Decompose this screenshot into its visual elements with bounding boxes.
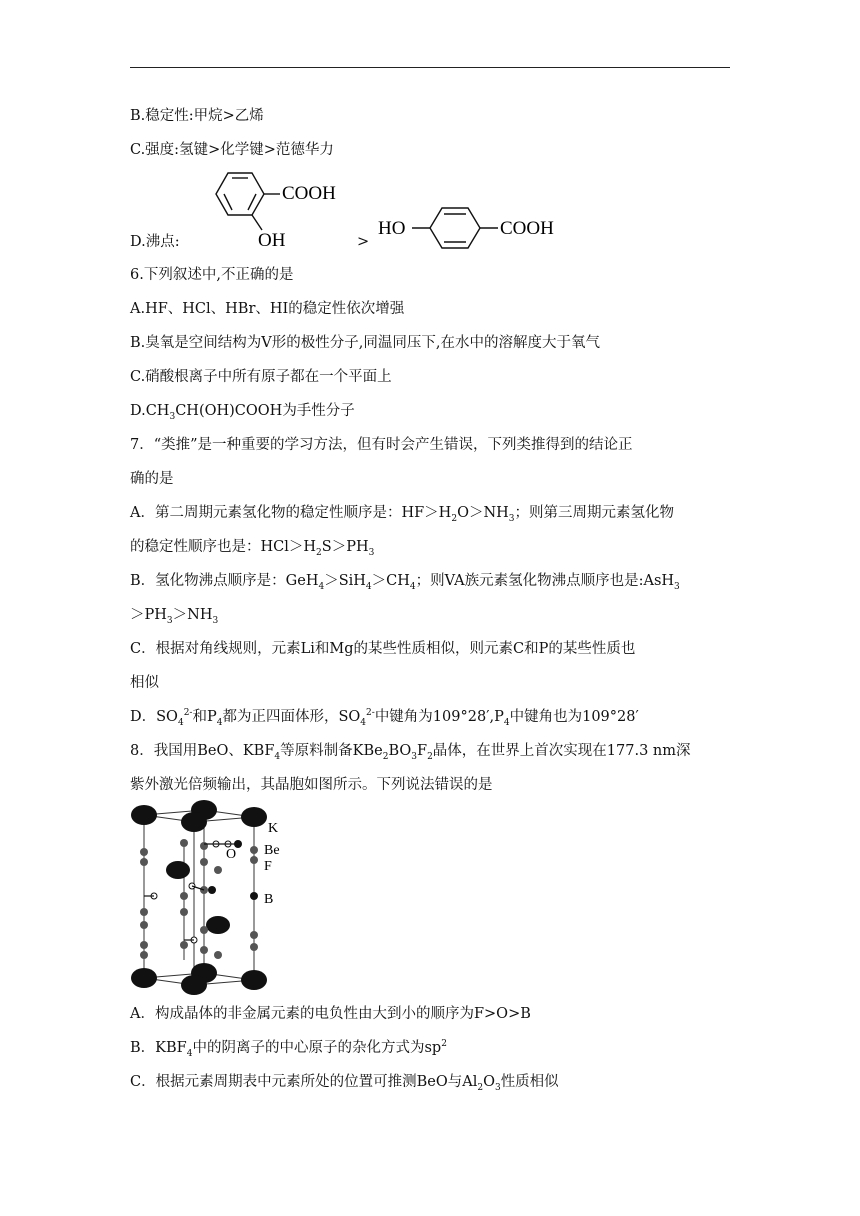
label-f: F bbox=[264, 859, 272, 874]
option-c-strength: C.强度:氢键>化学键>范德华力 bbox=[130, 142, 334, 158]
question-7-option-a-line-2: 的稳定性顺序也是：$HCl>H_2S>PH_3$ bbox=[130, 539, 375, 558]
question-7-line-2: 确的是 bbox=[130, 471, 174, 487]
question-8-option-b: B．$KBF_4$中的阴离子的中心原子的杂化方式为$sp^2$ bbox=[130, 1039, 447, 1059]
question-6: 6.下列叙述中,不正确的是 bbox=[130, 267, 294, 283]
header-rule bbox=[130, 67, 730, 68]
question-7-option-c-line-1: C．根据对角线规则，元素Li和Mg的某些性质相似，则元素C和P的某些性质也 bbox=[130, 641, 636, 657]
question-7-option-a-line-1: A．第二周期元素氢化物的稳定性顺序是：$HF>H_2O>NH_3$；则第三周期元素氢化物 bbox=[130, 505, 675, 524]
question-6-option-a: A.HF、HCl、HBr、HI的稳定性依次增强 bbox=[130, 301, 405, 317]
greater-than-sign: > bbox=[357, 234, 370, 250]
salicylic-acid-structure bbox=[196, 168, 356, 248]
ho-label: HO bbox=[378, 218, 406, 239]
cooh-label-2: COOH bbox=[500, 218, 554, 239]
option-b-stability: B.稳定性:甲烷>乙烯 bbox=[130, 108, 264, 124]
label-b: B bbox=[264, 892, 274, 907]
cooh-label: COOH bbox=[282, 183, 336, 204]
label-o: O bbox=[226, 847, 237, 862]
question-7-option-c-line-2: 相似 bbox=[130, 675, 159, 691]
para-hydroxybenzoic-acid-structure bbox=[378, 204, 588, 252]
question-8-option-a: A．构成晶体的非金属元素的电负性由大到小的顺序为F>O>B bbox=[130, 1006, 531, 1022]
question-6-option-c: C.硝酸根离子中所有原子都在一个平面上 bbox=[130, 369, 392, 385]
question-7-line-1: 7．“类推”是一种重要的学习方法，但有时会产生错误，下列类推得到的结论正 bbox=[130, 437, 633, 453]
question-8-line-1: 8．我国用BeO、$KBF_4$等原料制备$KBe_2BO_3F_2$晶体，在世界上首次实现在177.3 nm深 bbox=[130, 743, 691, 762]
question-8-option-c: C．根据元素周期表中元素所处的位置可推测BeO与$Al_2O_3$性质相似 bbox=[130, 1074, 559, 1093]
label-be: Be bbox=[264, 843, 280, 858]
option-d-boiling: D.沸点: bbox=[130, 234, 180, 250]
crystal-cell-figure bbox=[128, 800, 298, 995]
question-6-option-d: $D.CH_3CH(OH)COOH$为手性分子 bbox=[130, 403, 355, 422]
question-6-option-b: B.臭氧是空间结构为V形的极性分子,同温同压下,在水中的溶解度大于氧气 bbox=[130, 335, 600, 351]
label-k: K bbox=[268, 821, 279, 836]
question-7-option-d: D．$SO_4^{2-}$和$P_4$都为正四面体形，$SO_4^{2-}$中键角为$109^\circ 28',P_4$中键角也为109°28′ bbox=[130, 708, 639, 728]
question-8-line-2: 紫外激光倍频输出，其晶胞如图所示。下列说法错误的是 bbox=[130, 777, 493, 793]
oh-label: OH bbox=[258, 230, 286, 248]
question-7-option-b-line-1: B．氢化物沸点顺序是：$GeH_4>SiH_4>CH_4$；则VA族元素氢化物沸点顺序也是:AsH$_3$ bbox=[130, 573, 680, 592]
question-7-option-b-line-2: $>PH_3>NH_3$ bbox=[130, 607, 219, 626]
